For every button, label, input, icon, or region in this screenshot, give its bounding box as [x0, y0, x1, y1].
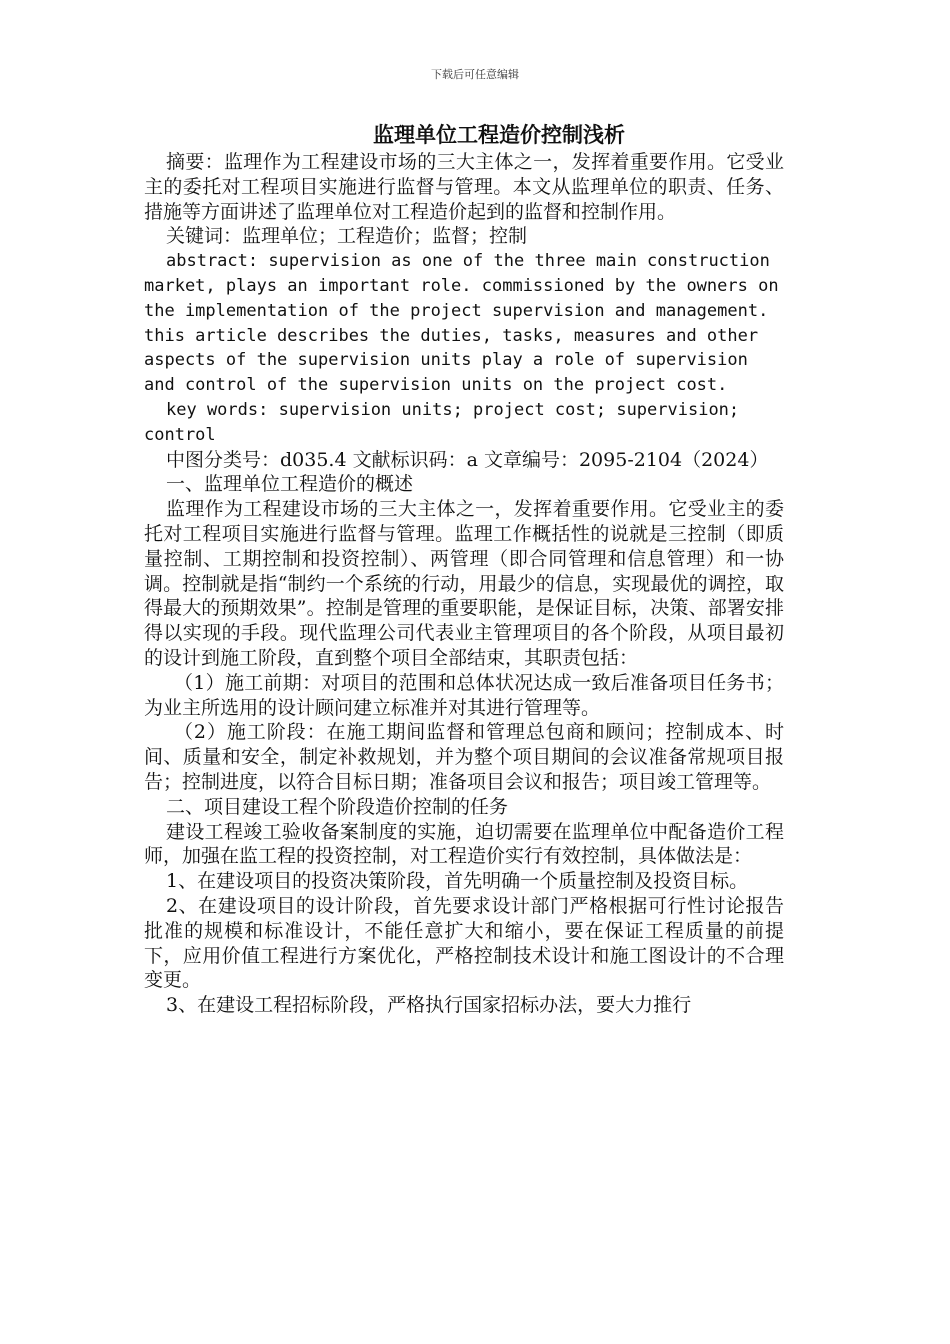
section-1-item-1: （1）施工前期：对项目的范围和总体状况达成一致后准备项目任务书；为业主所选用的设计顾问建立标准并对其进行管理等。: [144, 671, 784, 719]
keywords-cn: 关键词：监理单位；工程造价；监督；控制: [166, 225, 528, 248]
section-2-item-3: 3、在建设工程招标阶段，严格执行国家招标办法，要大力推行: [166, 994, 692, 1017]
section-1-item-2: （2）施工阶段：在施工期间监督和管理总包商和顾问；控制成本、时间、质量和安全，制定补救规划，并为整个项目期间的会议准备常规项目报告；控制进度，以符合目标日期；准备项目会议和报告；项目竣工管理等。: [144, 721, 784, 793]
section-2-item-1: 1、在建设项目的投资决策阶段，首先明确一个质量控制及投资目标。: [166, 870, 749, 893]
section-heading-1: 一、监理单位工程造价的概述: [166, 473, 414, 496]
section-2-item-2: 2、在建设项目的设计阶段，首先要求设计部门严格根据可行性讨论报告批准的规模和标准设计，不能任意扩大和缩小，要在保证工程质量的前提下，应用价值工程进行方案优化，严格控制技术设计和施工图设计的不合理变更。: [144, 894, 784, 992]
keywords-en: key words: supervision units; project cost; supervision; control: [144, 399, 740, 445]
classification-line: 中图分类号：d035.4 文献标识码：a 文章编号：2095-2104（2024）: [166, 448, 769, 471]
header-note: 下载后可任意编辑: [431, 68, 519, 81]
section-1-paragraph: 监理作为工程建设市场的三大主体之一，发挥着重要作用。它受业主的委托对工程项目实施进行监督与管理。监理工作概括性的说就是三控制（即质量控制、工期控制和投资控制）、两管理（即合同管理和信息管理）和一协调。控制就是指“制约一个系统的行动，用最少的信息，实现最优的调控，取得最大的预期效果”。控制是管理的重要职能，是保证目标，决策、部署安排得以实现的手段。现代监理公司代表业主管理项目的各个阶段，从项目最初的设计到施工阶段，直到整个项目全部结束，其职责包括：: [144, 498, 784, 669]
document-body: [144, 120, 784, 1018]
section-2-paragraph: 建设工程竣工验收备案制度的实施，迫切需要在监理单位中配备造价工程师，加强在监工程的投资控制，对工程造价实行有效控制，具体做法是：: [144, 820, 784, 868]
document-title: 监理单位工程造价控制浅析: [373, 122, 625, 147]
section-heading-2: 二、项目建设工程个阶段造价控制的任务: [166, 795, 509, 818]
abstract-en: abstract: supervision as one of the three main construction market, plays an important role. commissioned by the owners on the implementation of the project supervision and management. this article describes the duties, tasks, measures and other aspects of the supervision units play a role of supervision and control of the supervision units on the project cost.: [144, 251, 779, 396]
abstract-cn: 摘要：监理作为工程建设市场的三大主体之一，发挥着重要作用。它受业主的委托对工程项目实施进行监督与管理。本文从监理单位的职责、任务、措施等方面讲述了监理单位对工程造价起到的监督和控制作用。: [144, 151, 784, 223]
